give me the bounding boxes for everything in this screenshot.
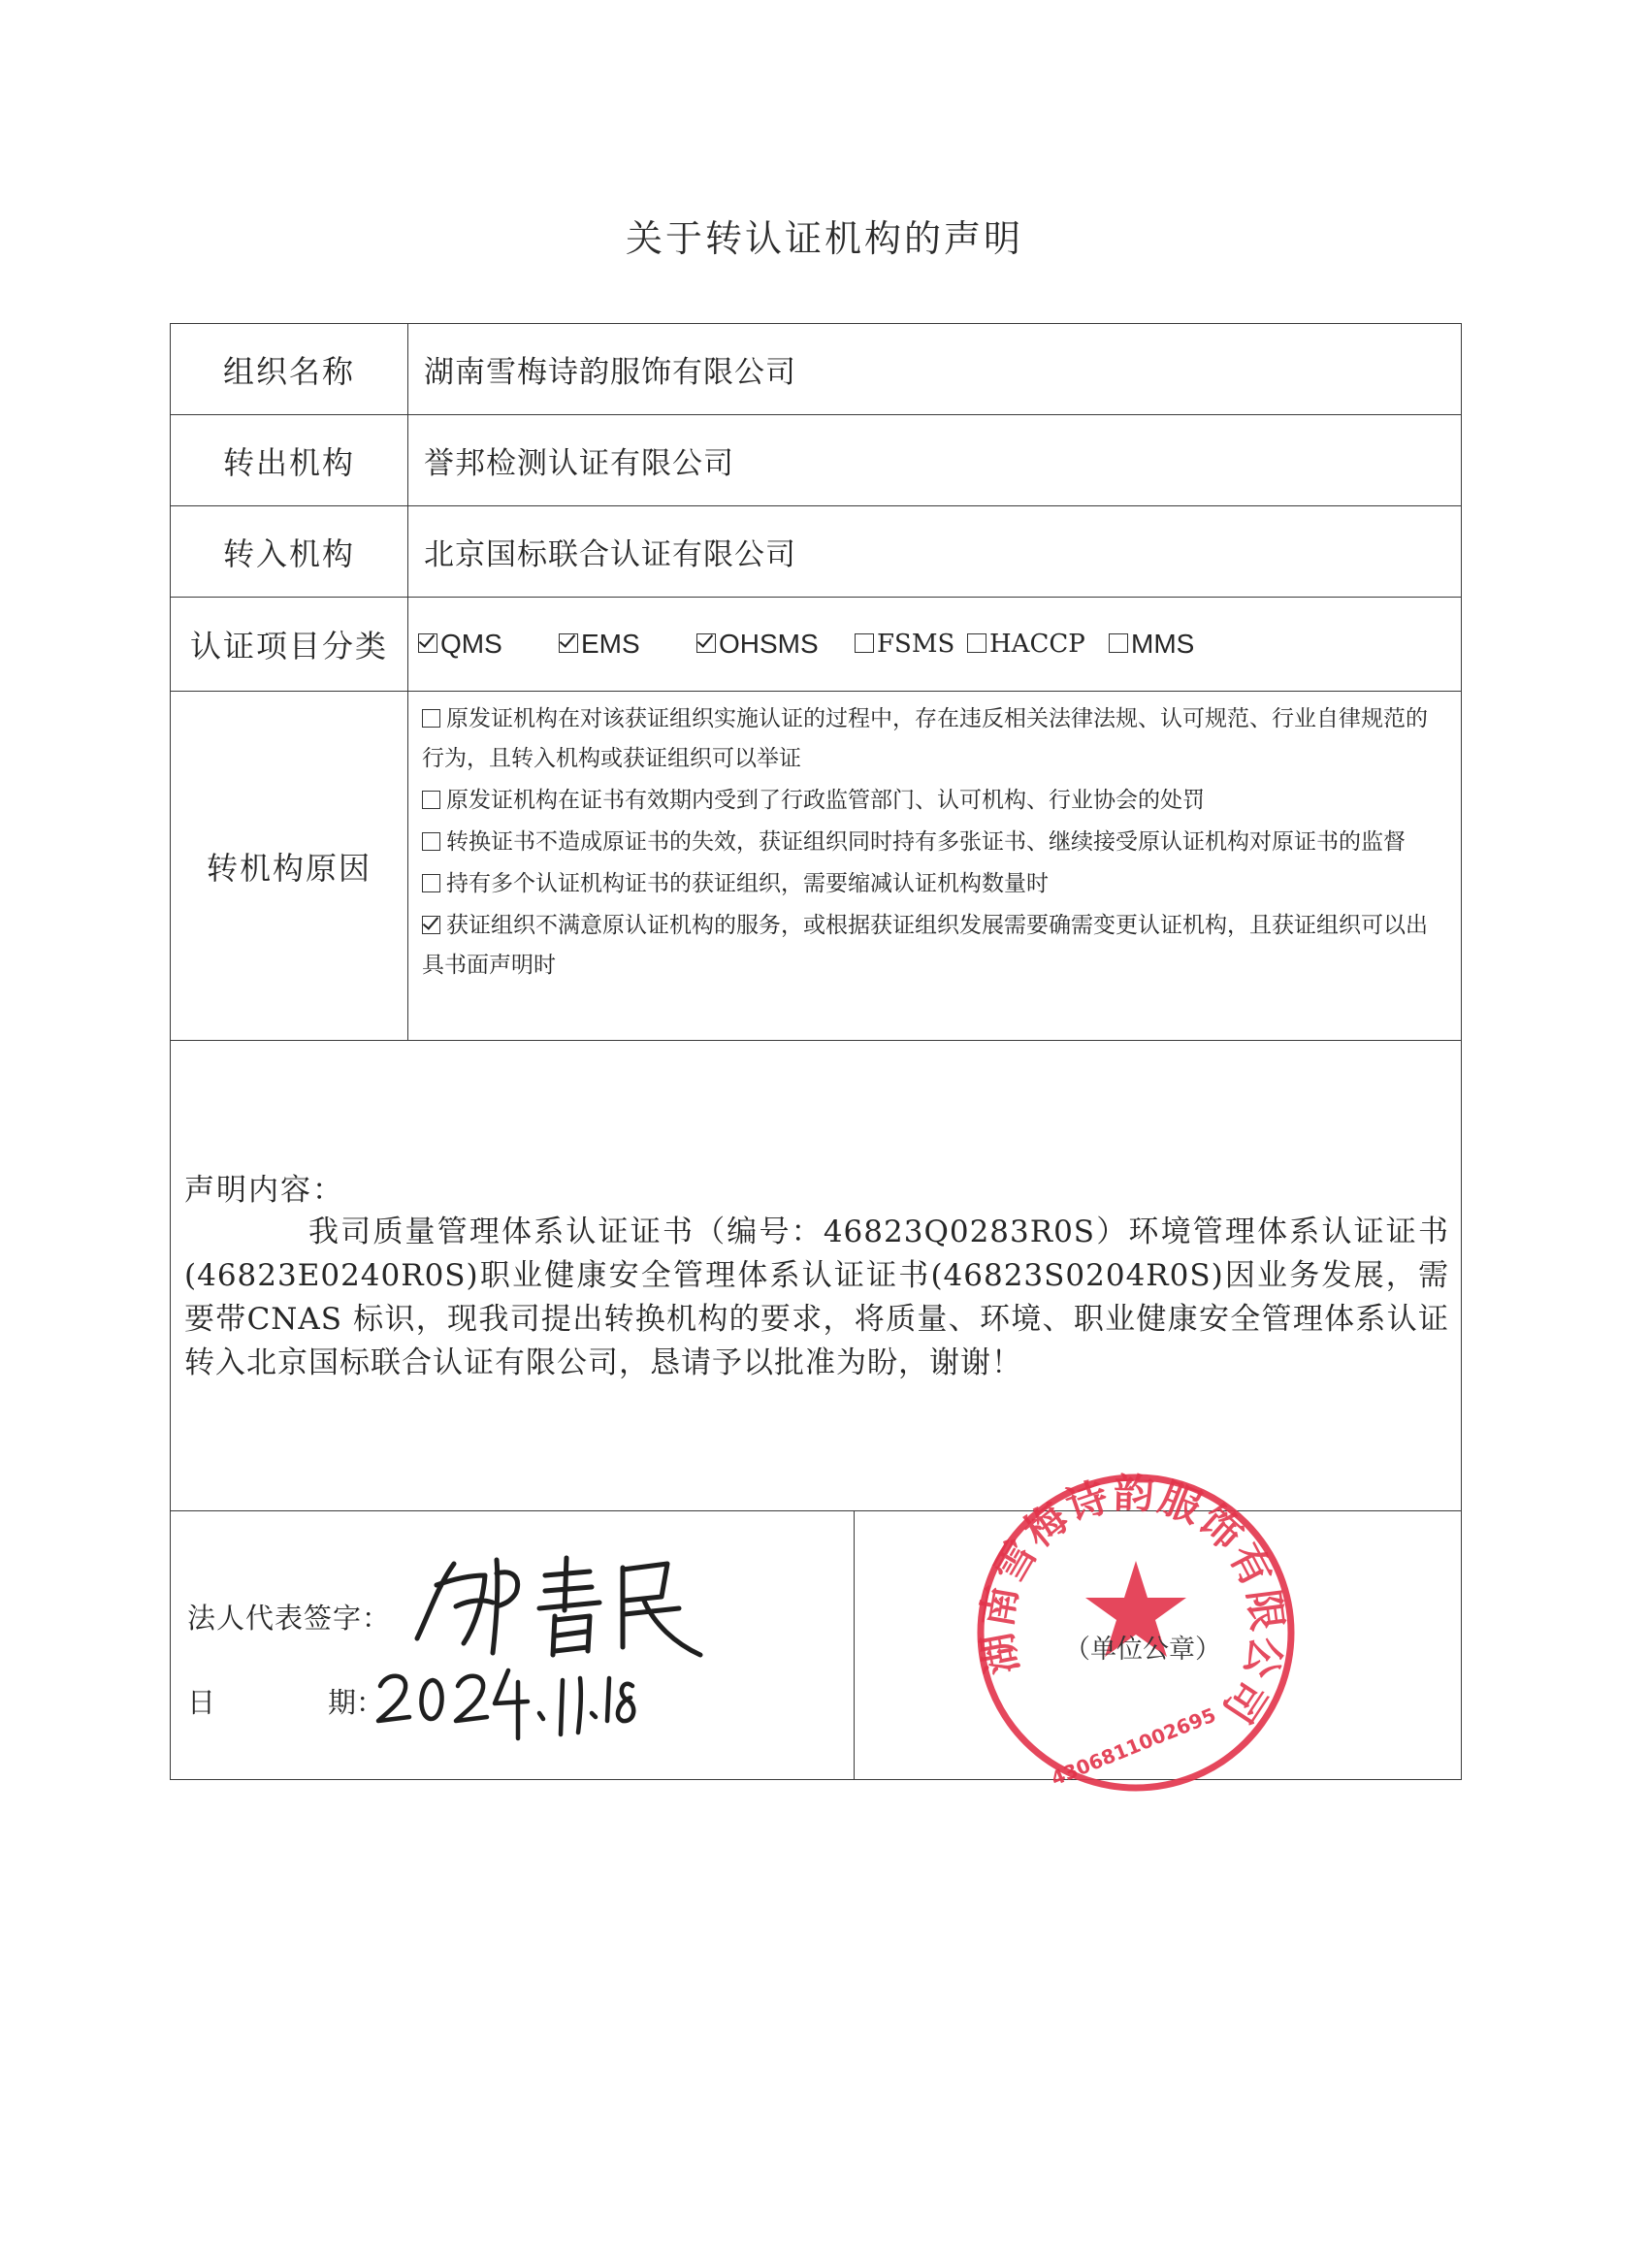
- date-label-1: 日: [187, 1686, 216, 1719]
- seal-caption: （单位公章）: [1064, 1635, 1221, 1665]
- reason-option[interactable]: [422, 699, 1447, 779]
- checkbox-icon: [422, 832, 440, 851]
- checkbox-icon: [967, 633, 986, 653]
- checkbox-icon: [422, 874, 440, 892]
- reason-label: 转机构原因: [171, 692, 408, 1041]
- to-row: [171, 506, 1462, 598]
- to-label: 转入机构: [171, 506, 408, 598]
- from-label: 转出机构: [171, 415, 408, 506]
- category-option-fsms[interactable]: [855, 630, 967, 659]
- checkbox-icon: [422, 791, 440, 809]
- reason-option[interactable]: [422, 823, 1447, 862]
- from-row: [171, 415, 1462, 506]
- checkbox-icon: [855, 633, 874, 653]
- document-title: 关于转认证机构的声明: [625, 217, 1023, 260]
- reason-option[interactable]: [422, 864, 1447, 904]
- reason-option[interactable]: [422, 906, 1447, 986]
- category-label: 认证项目分类: [171, 598, 408, 692]
- statement-row: [171, 1041, 1462, 1511]
- reason-text: 原发证机构在证书有效期内受到了行政监管部门、认可机构、行业协会的处罚: [446, 788, 1205, 813]
- reason-option[interactable]: [422, 781, 1447, 821]
- reason-text: 获证组织不满意原认证机构的服务，或根据获证组织发展需要确需变更认证机构，且获证组织可以出具书面声明时: [422, 913, 1428, 978]
- from-value: 誉邦检测认证有限公司: [408, 415, 1462, 506]
- reason-text: 转换证书不造成原证书的失效，获证组织同时持有多张证书、继续接受原认证机构对原证书的监督: [446, 829, 1406, 855]
- org-row: [171, 324, 1462, 415]
- category-option-ohsms[interactable]: [696, 629, 855, 660]
- statement-body: 我司质量管理体系认证证书（编号：46823Q0283R0S）环境管理体系认证证书(46823E0240R0S)职业健康安全管理体系认证证书(46823S0204R0S)因业务发展，需要带CNAS 标识，现我司提出转换机构的要求，将质量、环境、职业健康安全管理体系认证转入北京国标联合认证有限公司，恳请予以批准为盼，谢谢！: [184, 1215, 1449, 1380]
- category-option-ems[interactable]: [559, 629, 696, 660]
- category-row: [171, 598, 1462, 692]
- category-option-mms[interactable]: [1109, 629, 1225, 660]
- category-option-label: FSMS: [877, 630, 955, 659]
- org-value: 湖南雪梅诗韵服饰有限公司: [408, 324, 1462, 415]
- category-option-label: QMS: [440, 629, 502, 659]
- checkbox-icon: [696, 633, 716, 653]
- signature-label: 法人代表签字：: [187, 1602, 392, 1635]
- checkbox-icon: [422, 916, 440, 934]
- category-option-label: MMS: [1131, 629, 1195, 659]
- handwritten-date: [372, 1657, 644, 1744]
- signature-row: [171, 1511, 1462, 1780]
- reason-options: [408, 692, 1462, 1041]
- signature-cell: [171, 1511, 855, 1779]
- checkbox-icon: [559, 633, 578, 653]
- org-label: 组织名称: [171, 324, 408, 415]
- checkbox-icon: [1109, 633, 1128, 653]
- checkbox-icon: [422, 709, 440, 728]
- svg-text:4306811002695: 4306811002695: [1048, 1702, 1219, 1791]
- statement-heading: 声明内容：: [184, 1173, 344, 1208]
- category-option-label: HACCP: [989, 630, 1085, 659]
- checkbox-icon: [418, 633, 437, 653]
- category-option-qms[interactable]: [418, 629, 559, 660]
- reason-text: 原发证机构在对该获证组织实施认证的过程中，存在违反相关法律法规、认可规范、行业自律规范的行为，且转入机构或获证组织可以举证: [422, 706, 1428, 771]
- to-value: 北京国标联合认证有限公司: [408, 506, 1462, 598]
- date-label-2: 期：: [328, 1686, 385, 1719]
- handwritten-signature: [400, 1546, 720, 1663]
- category-option-label: EMS: [581, 629, 640, 659]
- reason-row: [171, 692, 1462, 1041]
- signature-row-cell: [171, 1469, 1462, 1791]
- svg-text:湖南雪梅诗韵服饰有限公司: 湖南雪梅诗韵服饰有限公司: [972, 1469, 1292, 1733]
- declaration-form: [170, 323, 1462, 1791]
- reason-text: 持有多个认证机构证书的获证组织，需要缩减认证机构数量时: [446, 871, 1049, 896]
- seal-cell: [855, 1469, 1461, 1791]
- category-option-haccp[interactable]: [967, 630, 1109, 659]
- category-options: [408, 598, 1462, 692]
- statement-cell: [171, 1041, 1462, 1511]
- category-option-label: OHSMS: [719, 629, 819, 659]
